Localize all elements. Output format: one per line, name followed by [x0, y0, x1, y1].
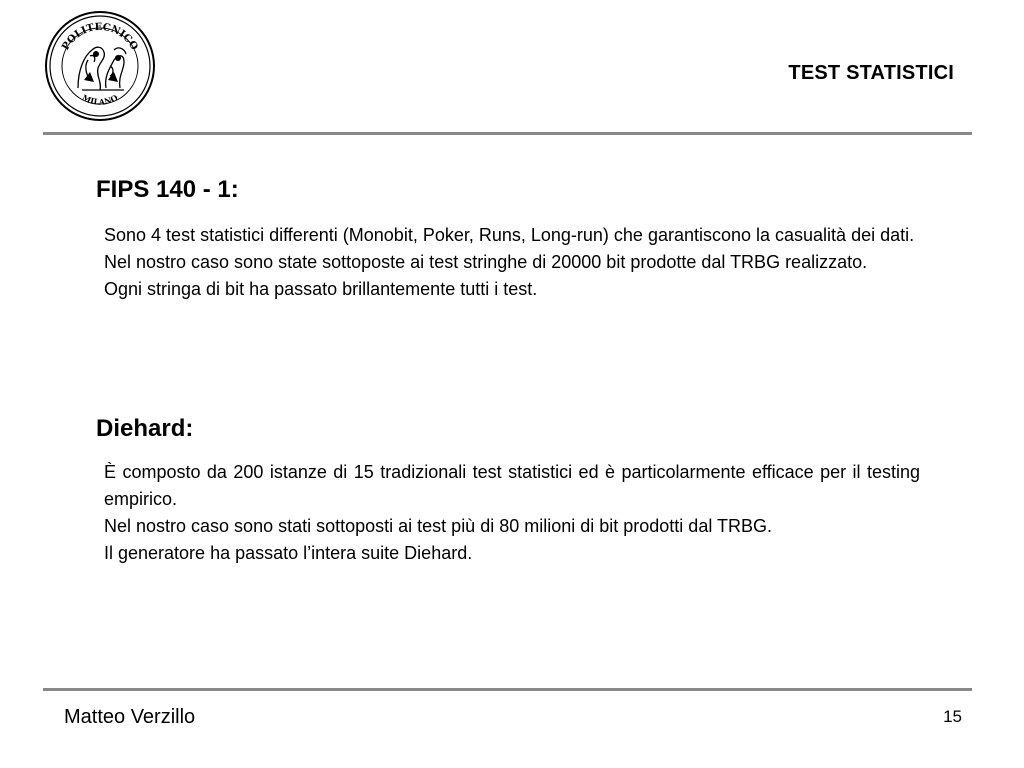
section-diehard-heading: Diehard: [96, 415, 194, 442]
svg-text:MILANO: MILANO [80, 92, 120, 107]
paragraph: Sono 4 test statistici differenti (Monobit, Poker, Runs, Long-run) che garantiscono la casualità dei dati. [104, 225, 915, 245]
footer-author: Matteo Verzillo [64, 706, 196, 728]
page-number: 15 [943, 707, 962, 726]
header-title: TEST STATISTICI [788, 62, 954, 84]
politecnico-seal-icon [44, 10, 156, 122]
section-fips-heading: FIPS 140 - 1: [96, 176, 239, 203]
paragraph: Nel nostro caso sono state sottoposte ai test stringhe di 20000 bit prodotte dal TRBG realizzato. [104, 252, 868, 272]
header-divider [43, 132, 972, 135]
section-diehard-body [104, 459, 920, 567]
logo [44, 10, 156, 122]
paragraph: Nel nostro caso sono stati sottoposti ai test più di 80 milioni di bit prodotti dal TRBG. [104, 516, 773, 536]
paragraph: Ogni stringa di bit ha passato brillantemente tutti i test. [104, 279, 538, 299]
paragraph: Il generatore ha passato l’intera suite Diehard. [104, 543, 473, 563]
footer-divider [43, 688, 972, 691]
paragraph: È composto da 200 istanze di 15 tradizionali test statistici ed è particolarmente efficace per il testing empirico. [104, 462, 920, 509]
svg-text:POLITECNICO: POLITECNICO [60, 21, 140, 53]
section-fips-body [104, 222, 920, 303]
